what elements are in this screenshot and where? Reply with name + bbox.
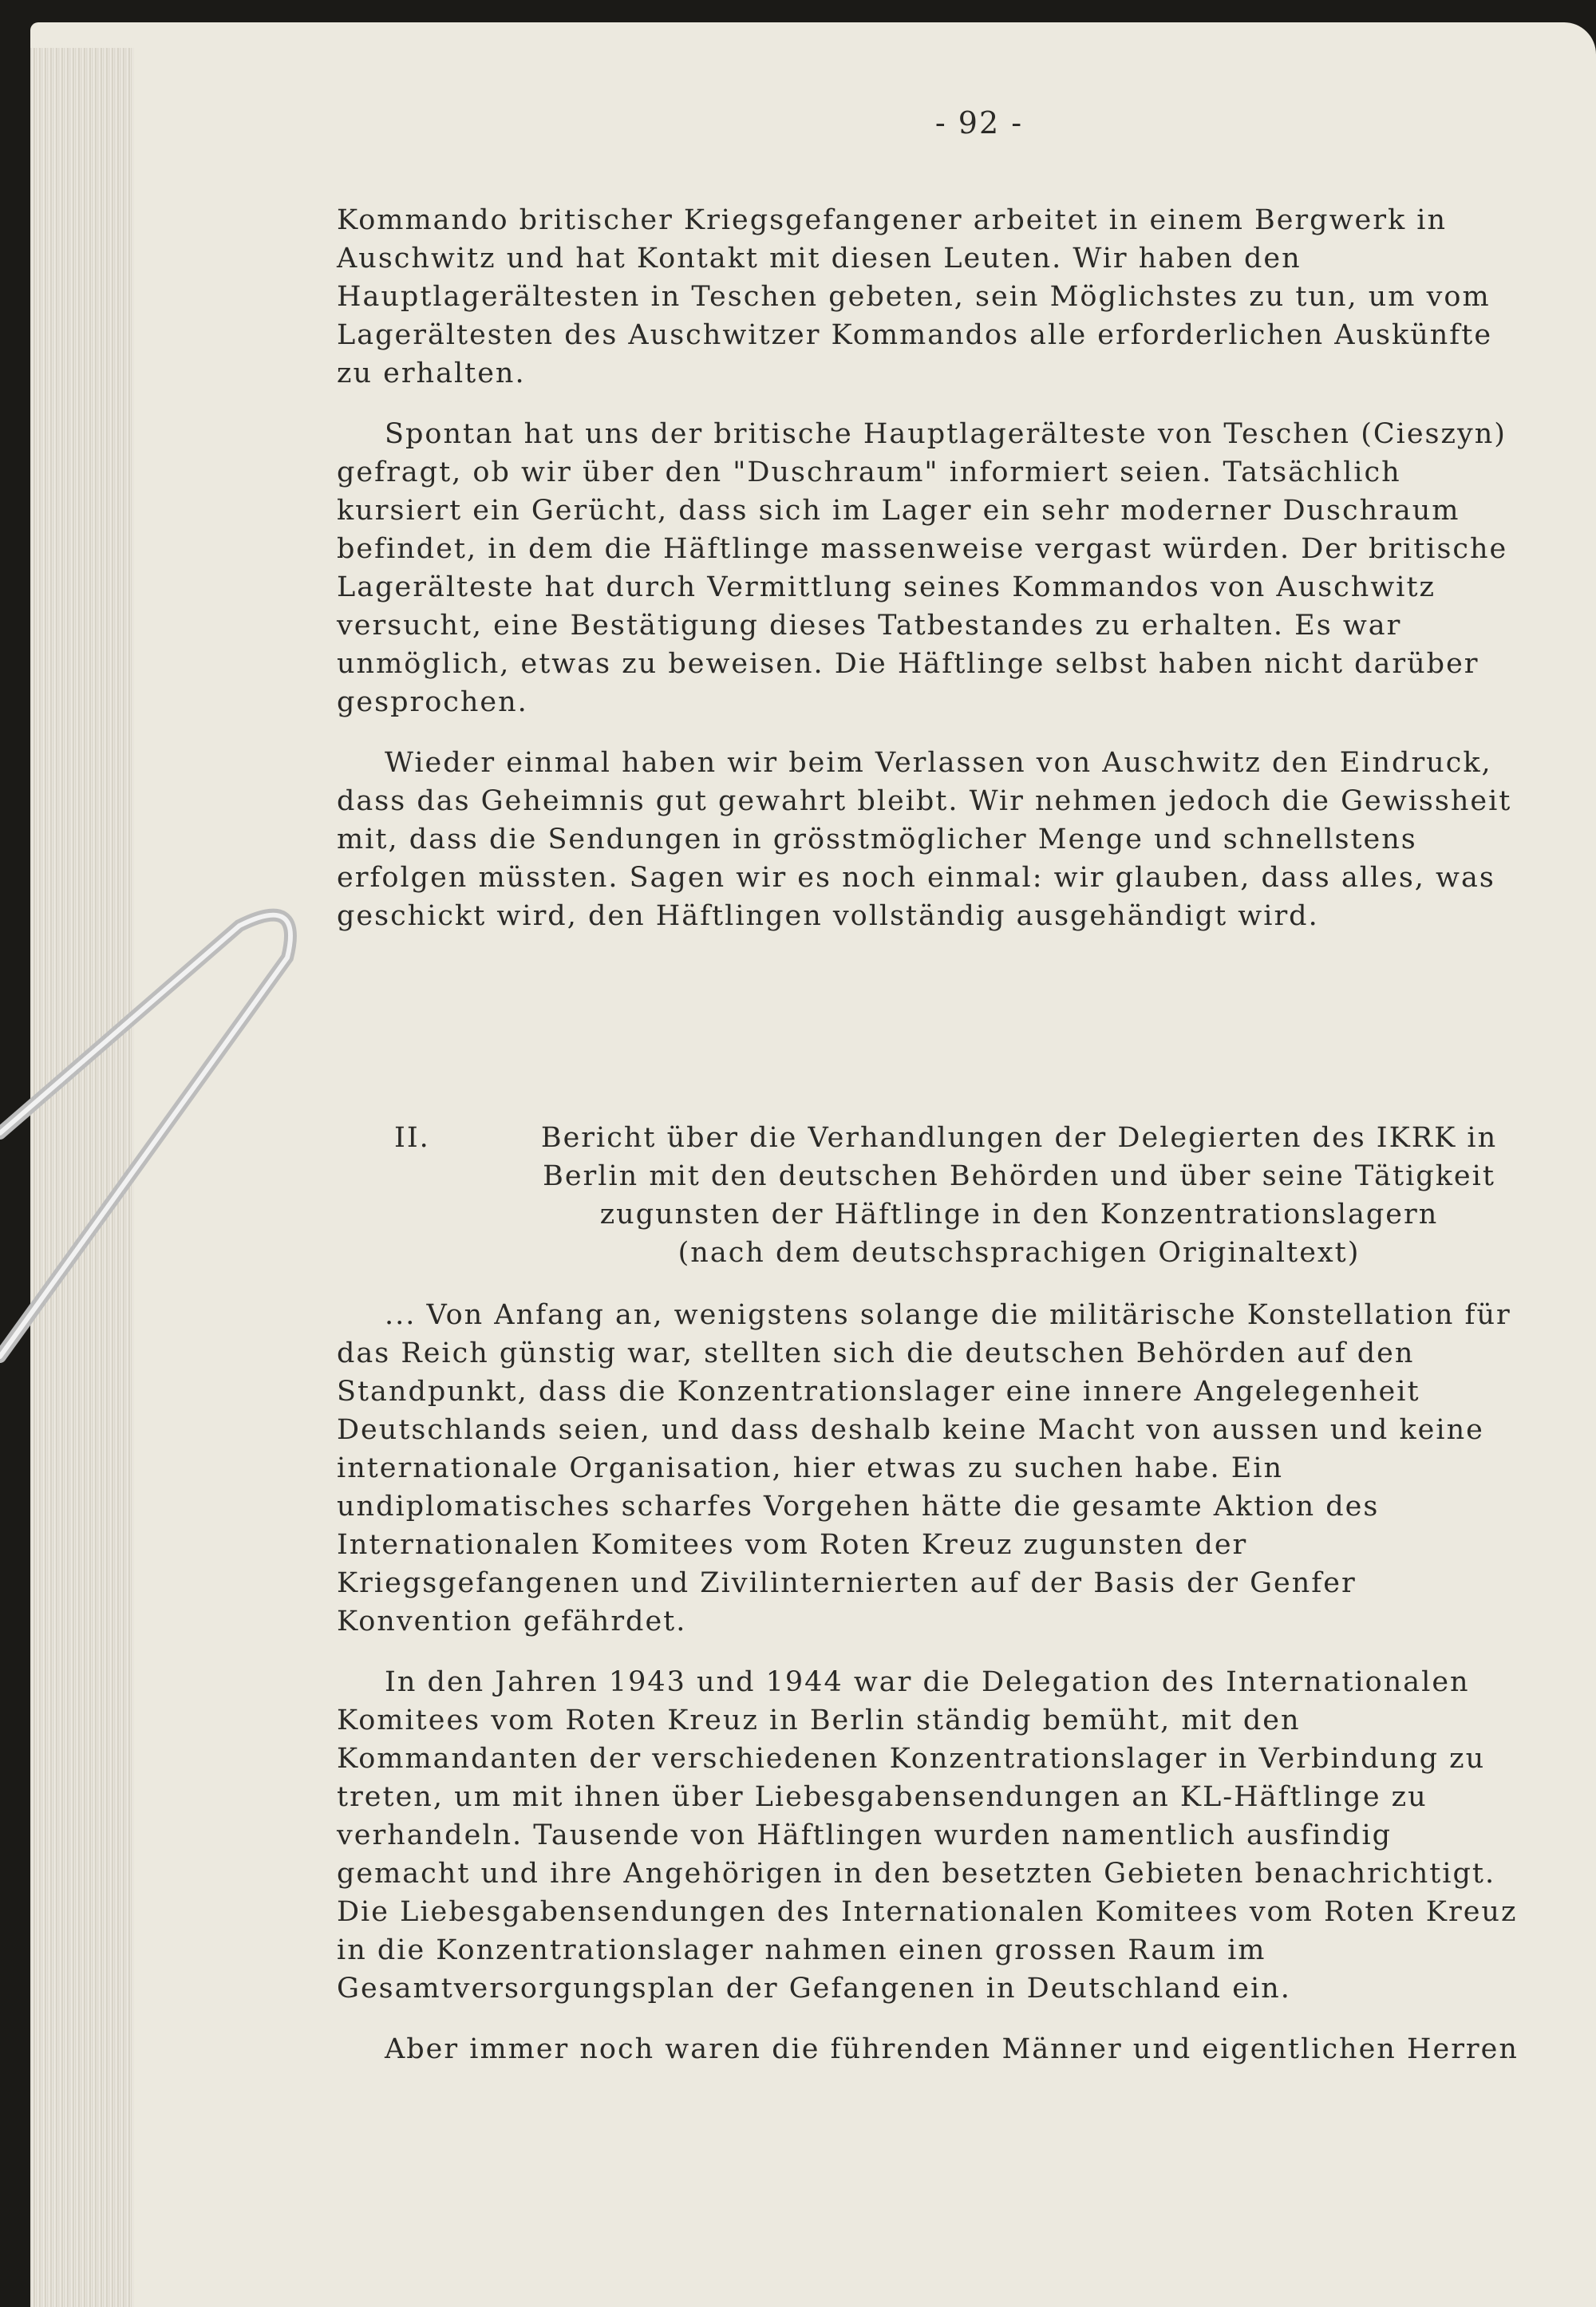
paragraph: Spontan hat uns der britische Hauptlagerälteste von Teschen (Cieszyn) gefragt, ob wir über den "Duschraum" informiert seien. Tatsächlich kursiert ein Gerücht, dass sich im Lager ein sehr moderner Duschraum befindet, in dem die Häftlinge massenweise vergast würden. Der britische Lagerälteste hat durch Vermittlung seines Kommandos von Auschwitz versucht, eine Bestätigung dieses Tatbestandes zu erhalten. Es war unmöglich, etwas zu beweisen. Die Häftlinge selbst haben nicht darüber gesprochen. — [337, 418, 1508, 718]
paragraph: ... Von Anfang an, wenigstens solange die militärische Konstellation für das Reich günstig war, stellten sich die deutschen Behörden auf den Standpunkt, dass die Konzentrationslager eine innere Angelegenheit Deutschlands seien, und dass deshalb keine Macht von aussen und keine internationale Organisation, hier etwas zu suchen habe. Ein undiplomatisches scharfes Vorgehen hätte die gesamte Aktion des Internationalen Komitees vom Roten Kreuz zugunsten der Kriegsgefangenen und Zivilinternierten auf der Basis der Genfer Konvention gefährdet. — [337, 1299, 1511, 1637]
section-title-line: zugunsten der Häftlinge in den Konzentrationslagern — [599, 1199, 1439, 1231]
paragraph: Wieder einmal haben wir beim Verlassen von Auschwitz den Eindruck, dass das Geheimnis gut gewahrt bleibt. Wir nehmen jedoch die Gewissheit mit, dass die Sendungen in grösstmöglicher Menge und schnellstens erfolgen müssten. Sagen wir es noch einmal: wir glauben, dass alles, was geschickt wird, den Häftlingen vollständig ausgehändigt wird. — [337, 747, 1512, 932]
tweezers — [0, 0, 335, 1404]
section-heading — [337, 1119, 1534, 1272]
paragraph: Aber immer noch waren die führenden Männer und eigentlichen Herren — [385, 2033, 1519, 2065]
page-number: - 92 - — [934, 105, 1024, 140]
page-text — [337, 104, 1534, 2091]
section-title-line: Berlin mit den deutschen Behörden und über seine Tätigkeit — [543, 1160, 1495, 1192]
section-number: II. — [394, 1122, 430, 1154]
paragraph: In den Jahren 1943 und 1944 war die Delegation des Internationalen Komitees vom Roten Kreuz in Berlin ständig bemüht, mit den Kommandanten der verschiedenen Konzentrationslager in Verbindung zu treten, um mit ihnen über Liebesgabensendungen an KL-Häftlinge zu verhandeln. Tausende von Häftlingen wurden namentlich ausfindig gemacht und ihre Angehörigen in den besetzten Gebieten benachrichtigt. Die Liebesgabensendungen des Internationalen Komitees vom Roten Kreuz in die Konzentrationslager nahmen einen grossen Raum im Gesamtversorgungsplan der Gefangenen in Deutschland ein. — [337, 1666, 1518, 2005]
section-title — [504, 1119, 1534, 1272]
section-title-line: (nach dem deutschsprachigen Originaltext) — [678, 1237, 1361, 1269]
section-title-line: Bericht über die Verhandlungen der Delegierten des IKRK in — [540, 1122, 1498, 1154]
paragraph: Kommando britischer Kriegsgefangener arbeitet in einem Bergwerk in Auschwitz und hat Kontakt mit diesen Leuten. Wir haben den Hauptlagerältesten in Teschen gebeten, sein Möglichstes zu tun, um vom Lagerältesten des Auschwitzer Kommandos alle erforderlichen Auskünfte zu erhalten. — [337, 204, 1493, 389]
